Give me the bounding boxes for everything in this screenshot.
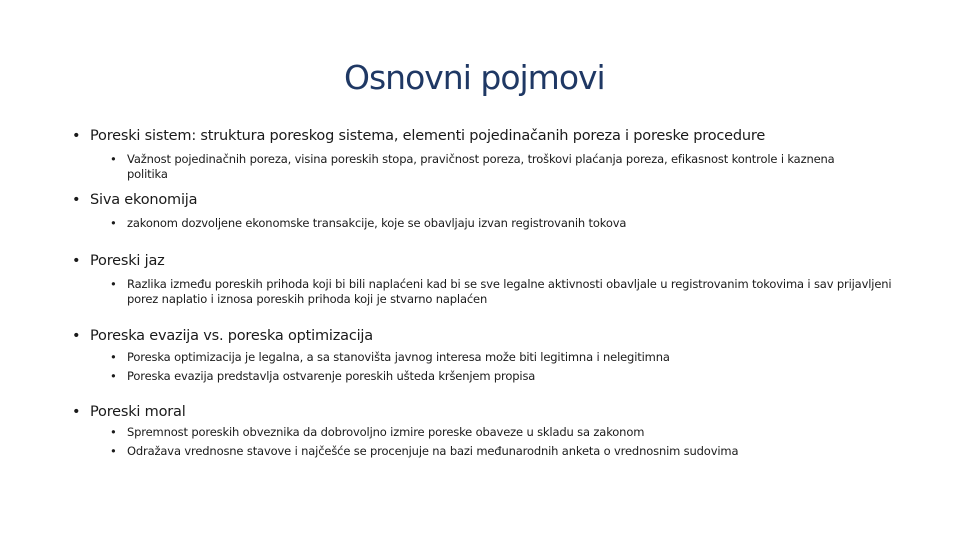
bullet-level-1: • Poreski sistem: struktura poreskog sistema, elementi pojedinačanih poreza i poreske procedure [70,127,900,145]
bullet-level-1: • Poreska evazija vs. poreska optimizacija [70,327,900,345]
bullet-level-2: • zakonom dozvoljene ekonomske transakcije, koje se obavljaju izvan registrovanih tokova [108,216,900,231]
bullet-group [70,191,900,231]
bullet-group [70,403,900,459]
bullet-group [70,252,900,307]
bullet-level-2: • Razlika između poreskih prihoda koji bi bili naplaćeni kad bi se sve legalne aktivnosti obavljale u registrovanim tokovima i sav prijavljeni porez naplatio i iznosa poreskih prihoda koji je stvarno naplaćen [108,277,902,307]
bullet-level-1: • Poreski jaz [70,252,900,270]
bullet-group [70,327,900,384]
bullet-level-2: • Važnost pojedinačnih poreza, visina poreskih stopa, pravičnost poreza, troškovi plaćanja poreza, efikasnost kontrole i kaznena politika [108,152,847,182]
bullet-level-2: • Poreska optimizacija je legalna, a sa stanovišta javnog interesa može biti legitimna i nelegitimna [108,350,900,365]
bullet-level-1: • Poreski moral [70,403,900,421]
bullet-level-2: • Poreska evazija predstavlja ostvarenje poreskih ušteda kršenjem propisa [108,369,900,384]
slide-title: Osnovni pojmovi [344,58,605,97]
bullet-level-1: • Siva ekonomija [70,191,900,209]
bullet-group [70,127,900,182]
bullet-level-2: • Spremnost poreskih obveznika da dobrovoljno izmire poreske obaveze u skladu sa zakonom [108,425,900,440]
bullet-level-2: • Odražava vrednosne stavove i najčešće se procenjuje na bazi međunarodnih anketa o vrednosnim sudovima [108,444,900,459]
slide-content [70,127,900,459]
